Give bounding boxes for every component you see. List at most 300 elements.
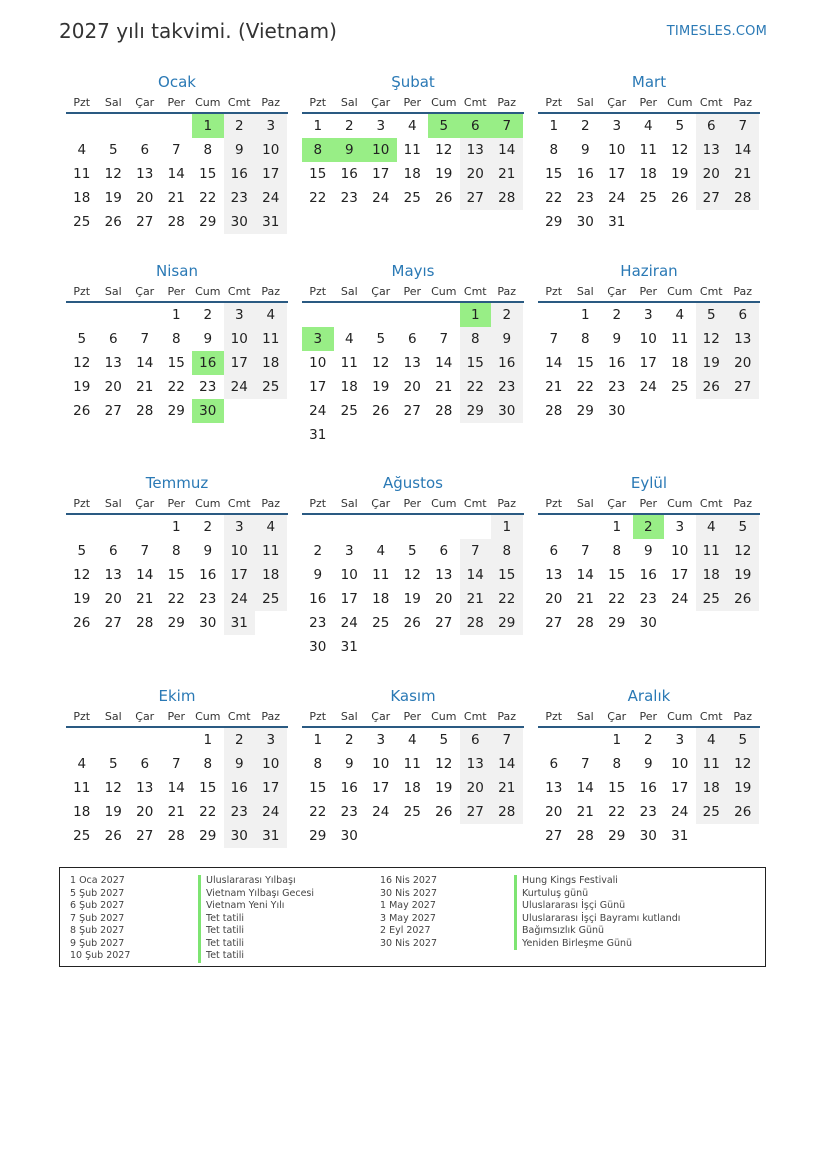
day-cell: 17 (372, 166, 390, 182)
day-cell: 16 (576, 166, 594, 182)
empty-cell (428, 635, 460, 659)
weekday-label: Per (403, 96, 422, 109)
holiday-day-cell: 3 (302, 327, 334, 351)
weekday-label: Per (167, 285, 186, 298)
holiday-day-cell: 5 (428, 114, 460, 138)
month-name: Nisan (156, 262, 198, 280)
day-cell: 25 (73, 828, 91, 844)
day-cell: 27 (403, 403, 421, 419)
weekday-label: Çar (135, 710, 155, 723)
weekday-label: Cmt (699, 96, 723, 109)
weekday-label: Pzt (73, 710, 91, 723)
day-cell: 7 (140, 331, 150, 347)
weekday-label: Cum (667, 96, 693, 109)
weekend-day-cell: 10 (255, 752, 287, 776)
day-cell: 18 (403, 780, 421, 796)
weekend-day-cell: 9 (224, 752, 256, 776)
month-block (302, 472, 524, 659)
weekday-label: Pzt (545, 96, 563, 109)
month-name: Ocak (158, 73, 196, 91)
weekday-label: Per (403, 497, 422, 510)
weekday-header (538, 706, 760, 728)
weekday-label: Çar (607, 96, 627, 109)
day-cell: 16 (608, 355, 626, 371)
day-cell: 1 (549, 118, 559, 134)
day-cell: 2 (580, 118, 590, 134)
day-cell: 4 (407, 118, 417, 134)
weekend-day-cell: 28 (491, 186, 523, 210)
weekend-day-cell: 11 (696, 752, 728, 776)
day-cell: 22 (199, 804, 217, 820)
day-cell: 1 (171, 307, 181, 323)
day-cell: 9 (203, 543, 213, 559)
weekend-day-cell: 23 (491, 375, 523, 399)
weekday-label: Per (167, 96, 186, 109)
empty-cell (428, 515, 460, 539)
weekend-day-cell: 29 (460, 399, 492, 423)
weekend-day-cell: 10 (255, 138, 287, 162)
day-cell: 11 (403, 142, 421, 158)
empty-cell (397, 515, 429, 539)
empty-cell (98, 303, 130, 327)
weekday-label: Per (403, 285, 422, 298)
weekend-day-cell: 18 (255, 351, 287, 375)
week-row (66, 351, 288, 375)
week-row (66, 752, 288, 776)
empty-cell (696, 824, 728, 848)
weekday-label: Cmt (463, 710, 487, 723)
week-row (66, 611, 288, 635)
weekday-label: Cmt (227, 285, 251, 298)
day-cell: 22 (608, 804, 626, 820)
day-cell: 19 (435, 166, 453, 182)
day-cell: 20 (545, 804, 563, 820)
day-cell: 29 (576, 403, 594, 419)
day-cell: 3 (675, 732, 685, 748)
day-cell: 24 (608, 190, 626, 206)
weekend-day-cell: 20 (460, 776, 492, 800)
day-cell: 11 (671, 331, 689, 347)
empty-cell (727, 611, 759, 635)
weekday-label: Sal (104, 285, 122, 298)
day-cell: 15 (608, 567, 626, 583)
legend-holiday-name: Tet tatili (198, 913, 314, 926)
day-cell: 12 (73, 567, 91, 583)
legend-date: 10 Şub 2027 (70, 950, 131, 961)
day-cell: 28 (576, 828, 594, 844)
day-cell: 31 (608, 214, 626, 230)
day-cell: 27 (104, 615, 122, 631)
weekend-day-cell: 27 (696, 186, 728, 210)
day-cell: 27 (435, 615, 453, 631)
day-cell: 25 (403, 190, 421, 206)
weekend-day-cell: 13 (727, 327, 759, 351)
week-row (302, 587, 524, 611)
day-cell: 24 (671, 804, 689, 820)
day-cell: 20 (104, 591, 122, 607)
weekend-day-cell: 5 (727, 728, 759, 752)
weekend-day-cell: 24 (255, 800, 287, 824)
weekday-label: Cum (195, 497, 221, 510)
legend-dates-right (380, 875, 437, 950)
weekend-day-cell: 14 (491, 752, 523, 776)
day-cell: 15 (167, 355, 185, 371)
day-cell: 16 (199, 567, 217, 583)
day-cell: 27 (136, 828, 154, 844)
weekend-day-cell: 27 (460, 800, 492, 824)
day-cell: 24 (372, 804, 390, 820)
day-cell: 29 (199, 214, 217, 230)
day-cell: 15 (199, 780, 217, 796)
holiday-day-cell: 8 (302, 138, 334, 162)
day-cell: 22 (309, 804, 327, 820)
empty-cell (727, 210, 759, 234)
day-cell: 24 (639, 379, 657, 395)
day-cell: 16 (340, 780, 358, 796)
legend-date: 7 Şub 2027 (70, 912, 125, 924)
day-cell: 20 (104, 379, 122, 395)
weekend-day-cell: 31 (255, 824, 287, 848)
legend-holiday-name: Uluslararası Yılbaşı (198, 875, 314, 888)
day-cell: 3 (675, 519, 685, 535)
weekend-day-cell: 30 (224, 210, 256, 234)
day-cell: 21 (576, 591, 594, 607)
weekday-label: Sal (104, 96, 122, 109)
weekday-label: Çar (607, 285, 627, 298)
day-cell: 22 (608, 591, 626, 607)
week-row (302, 752, 524, 776)
day-cell: 23 (639, 591, 657, 607)
day-cell: 29 (608, 615, 626, 631)
day-cell: 6 (439, 543, 449, 559)
week-row (538, 563, 760, 587)
day-cell: 14 (576, 780, 594, 796)
day-cell: 6 (549, 543, 559, 559)
legend-holiday-name: Tet tatili (198, 938, 314, 951)
day-cell: 29 (309, 828, 327, 844)
empty-cell (460, 423, 492, 447)
day-cell: 1 (612, 519, 622, 535)
day-cell: 13 (104, 355, 122, 371)
weekday-label: Per (639, 285, 658, 298)
holiday-day-cell: 1 (192, 114, 224, 138)
day-cell: 16 (340, 166, 358, 182)
weekday-label: Sal (576, 96, 594, 109)
weekday-header (538, 493, 760, 515)
day-cell: 11 (340, 355, 358, 371)
empty-cell (334, 423, 366, 447)
day-cell: 26 (435, 190, 453, 206)
weekend-day-cell: 5 (696, 303, 728, 327)
day-cell: 29 (167, 615, 185, 631)
day-cell: 15 (309, 780, 327, 796)
empty-cell (491, 824, 523, 848)
weekend-day-cell: 24 (224, 375, 256, 399)
weekend-day-cell: 3 (224, 515, 256, 539)
holiday-day-cell: 1 (460, 303, 492, 327)
week-row (66, 824, 288, 848)
day-cell: 21 (545, 379, 563, 395)
week-row (302, 635, 524, 659)
empty-cell (696, 210, 728, 234)
day-cell: 12 (435, 756, 453, 772)
weekday-label: Cmt (227, 497, 251, 510)
day-cell: 30 (639, 615, 657, 631)
month-block (302, 71, 524, 210)
empty-cell (365, 423, 397, 447)
day-cell: 8 (203, 756, 213, 772)
legend-holiday-name: Tet tatili (198, 950, 314, 963)
empty-cell (460, 824, 492, 848)
day-cell: 16 (639, 567, 657, 583)
weekend-day-cell: 30 (224, 824, 256, 848)
week-row (66, 563, 288, 587)
day-cell: 26 (104, 828, 122, 844)
day-cell: 15 (576, 355, 594, 371)
week-row (538, 515, 760, 539)
day-cell: 29 (608, 828, 626, 844)
day-cell: 17 (671, 567, 689, 583)
legend-names-right (514, 875, 680, 950)
empty-cell (570, 728, 602, 752)
day-cell: 8 (203, 142, 213, 158)
weekday-label: Cmt (463, 96, 487, 109)
week-row (538, 327, 760, 351)
empty-cell (491, 423, 523, 447)
weekday-label: Sal (104, 497, 122, 510)
legend-holiday-name: Tet tatili (198, 925, 314, 938)
weekday-label: Paz (261, 710, 281, 723)
day-cell: 23 (199, 379, 217, 395)
empty-cell (727, 399, 759, 423)
weekday-label: Cum (195, 285, 221, 298)
day-cell: 1 (313, 732, 323, 748)
weekend-day-cell: 6 (727, 303, 759, 327)
day-cell: 21 (136, 379, 154, 395)
day-cell: 14 (435, 355, 453, 371)
empty-cell (255, 399, 287, 423)
day-cell: 12 (403, 567, 421, 583)
weekday-header (302, 493, 524, 515)
day-cell: 7 (140, 543, 150, 559)
empty-cell (664, 399, 696, 423)
day-cell: 30 (639, 828, 657, 844)
weekday-label: Çar (607, 710, 627, 723)
legend-holiday-name: Uluslararası İşçi Günü (514, 900, 680, 913)
legend-holiday-name: Kurtuluş günü (514, 888, 680, 901)
empty-cell (365, 824, 397, 848)
empty-cell (633, 399, 665, 423)
weekend-day-cell: 21 (727, 162, 759, 186)
day-cell: 9 (612, 331, 622, 347)
day-cell: 19 (372, 379, 390, 395)
day-cell: 17 (639, 355, 657, 371)
legend-date: 30 Nis 2027 (380, 937, 437, 949)
day-cell: 14 (136, 567, 154, 583)
month-block (302, 260, 524, 447)
weekday-label: Pzt (309, 96, 327, 109)
day-cell: 5 (108, 142, 118, 158)
weekday-label: Per (167, 497, 186, 510)
empty-cell (365, 515, 397, 539)
day-cell: 31 (309, 427, 327, 443)
day-cell: 10 (639, 331, 657, 347)
weekday-label: Paz (497, 710, 517, 723)
day-cell: 6 (140, 142, 150, 158)
weekend-day-cell: 2 (224, 728, 256, 752)
weekend-day-cell: 17 (224, 351, 256, 375)
week-row (66, 186, 288, 210)
week-row (302, 138, 524, 162)
week-row (302, 114, 524, 138)
month-name: Aralık (627, 687, 671, 705)
day-cell: 10 (309, 355, 327, 371)
day-cell: 27 (545, 615, 563, 631)
day-cell: 25 (403, 804, 421, 820)
weekday-label: Sal (576, 497, 594, 510)
weekend-day-cell: 26 (727, 587, 759, 611)
empty-cell (397, 635, 429, 659)
empty-cell (633, 210, 665, 234)
day-cell: 19 (671, 166, 689, 182)
weekend-day-cell: 19 (727, 563, 759, 587)
week-row (302, 728, 524, 752)
week-row (302, 162, 524, 186)
legend-date: 5 Şub 2027 (70, 887, 125, 899)
weekend-day-cell: 20 (727, 351, 759, 375)
day-cell: 27 (104, 403, 122, 419)
day-cell: 10 (671, 543, 689, 559)
day-cell: 2 (344, 118, 354, 134)
weekend-day-cell: 23 (224, 800, 256, 824)
day-cell: 19 (73, 379, 91, 395)
empty-cell (538, 303, 570, 327)
day-cell: 20 (136, 804, 154, 820)
week-row (66, 210, 288, 234)
holiday-day-cell: 6 (460, 114, 492, 138)
day-cell: 14 (136, 355, 154, 371)
day-cell: 4 (376, 543, 386, 559)
day-cell: 8 (612, 543, 622, 559)
weekend-day-cell: 17 (255, 162, 287, 186)
empty-cell (460, 515, 492, 539)
day-cell: 7 (439, 331, 449, 347)
day-cell: 13 (545, 567, 563, 583)
day-cell: 22 (199, 190, 217, 206)
day-cell: 26 (403, 615, 421, 631)
month-name: Ağustos (383, 474, 443, 492)
week-row (538, 375, 760, 399)
day-cell: 5 (376, 331, 386, 347)
day-cell: 22 (167, 591, 185, 607)
weekday-label: Cmt (227, 96, 251, 109)
weekend-day-cell: 26 (727, 800, 759, 824)
legend-holiday-name: Hung Kings Festivali (514, 875, 680, 888)
month-block (538, 472, 760, 635)
weekday-label: Pzt (73, 285, 91, 298)
day-cell: 21 (167, 804, 185, 820)
empty-cell (727, 824, 759, 848)
day-cell: 15 (545, 166, 563, 182)
weekend-day-cell: 25 (255, 587, 287, 611)
legend-holiday-name: Vietnam Yeni Yılı (198, 900, 314, 913)
day-cell: 16 (309, 591, 327, 607)
weekday-header (302, 706, 524, 728)
week-row (66, 587, 288, 611)
day-cell: 22 (576, 379, 594, 395)
weekend-day-cell: 14 (460, 563, 492, 587)
month-block (66, 71, 288, 234)
weekend-day-cell: 28 (460, 611, 492, 635)
week-row (538, 539, 760, 563)
day-cell: 25 (639, 190, 657, 206)
day-cell: 28 (136, 615, 154, 631)
weekday-label: Per (639, 497, 658, 510)
day-cell: 27 (545, 828, 563, 844)
weekday-label: Sal (340, 710, 358, 723)
legend-holiday-name: Uluslararası İşçi Bayramı kutlandı (514, 913, 680, 926)
empty-cell (397, 303, 429, 327)
day-cell: 18 (639, 166, 657, 182)
weekday-label: Paz (733, 710, 753, 723)
weekday-label: Paz (497, 285, 517, 298)
weekday-label: Cum (195, 96, 221, 109)
weekend-day-cell: 22 (491, 587, 523, 611)
day-cell: 11 (73, 166, 91, 182)
day-cell: 22 (309, 190, 327, 206)
legend-date: 2 Eyl 2027 (380, 925, 431, 936)
weekday-label: Çar (135, 285, 155, 298)
day-cell: 18 (73, 804, 91, 820)
legend-date: 30 Nis 2027 (380, 887, 437, 899)
day-cell: 4 (643, 118, 653, 134)
weekend-day-cell: 9 (491, 327, 523, 351)
day-cell: 30 (608, 403, 626, 419)
day-cell: 19 (104, 804, 122, 820)
day-cell: 28 (167, 828, 185, 844)
weekday-label: Pzt (309, 285, 327, 298)
day-cell: 20 (545, 591, 563, 607)
week-row (66, 776, 288, 800)
day-cell: 14 (167, 166, 185, 182)
month-name: Temmuz (145, 474, 209, 492)
empty-cell (397, 423, 429, 447)
day-cell: 4 (675, 307, 685, 323)
week-row (538, 186, 760, 210)
week-row (538, 611, 760, 635)
weekend-day-cell: 4 (255, 515, 287, 539)
day-cell: 15 (608, 780, 626, 796)
site-link[interactable]: TIMESLES.COM (666, 24, 767, 39)
empty-cell (365, 635, 397, 659)
day-cell: 1 (580, 307, 590, 323)
weekday-label: Cum (195, 710, 221, 723)
week-row (66, 515, 288, 539)
weekend-day-cell: 17 (255, 776, 287, 800)
weekend-day-cell: 21 (491, 776, 523, 800)
day-cell: 23 (608, 379, 626, 395)
day-cell: 26 (372, 403, 390, 419)
day-cell: 31 (671, 828, 689, 844)
week-row (302, 423, 524, 447)
week-row (538, 114, 760, 138)
empty-cell (255, 611, 287, 635)
day-cell: 11 (73, 780, 91, 796)
weekday-header (302, 281, 524, 303)
legend-date: 1 May 2027 (380, 900, 436, 911)
weekend-day-cell: 11 (255, 539, 287, 563)
day-cell: 6 (407, 331, 417, 347)
